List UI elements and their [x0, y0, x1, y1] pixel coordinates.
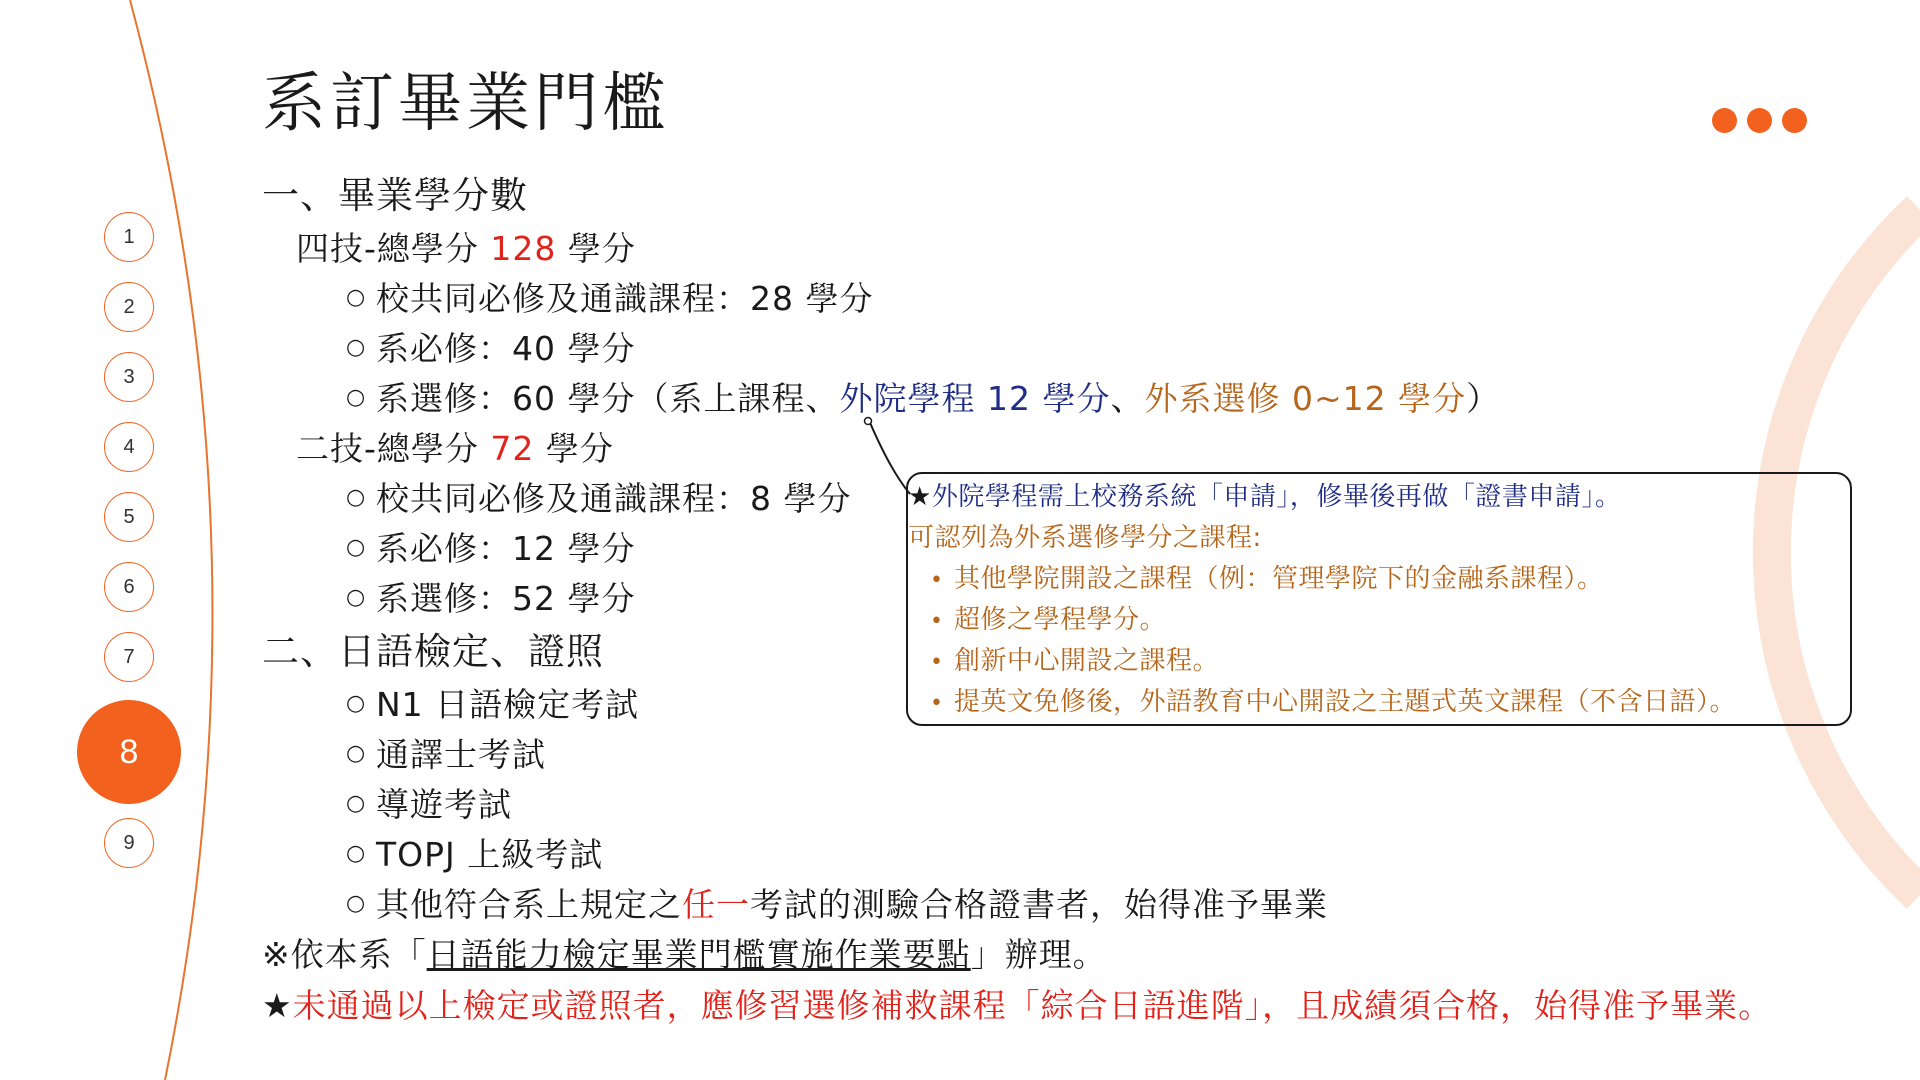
list-item: ○ 系選修：52 學分 [346, 579, 636, 618]
nav-page-6[interactable]: 6 [104, 562, 154, 612]
nav-page-7[interactable]: 7 [104, 632, 154, 682]
two-year-total: 二技-總學分 72 學分 [296, 429, 614, 468]
circle-bullet-icon: ○ [346, 384, 367, 410]
nav-page-2[interactable]: 2 [104, 282, 154, 332]
list-item: • 超修之學程學分。 [930, 603, 1166, 639]
circle-bullet-icon: ○ [346, 790, 367, 816]
circle-bullet-icon: ○ [346, 584, 367, 610]
warning-note: ★未通過以上檢定或證照者，應修習選修補救課程「綜合日語進階」，且成績須合格，始得准予畢業。 [262, 986, 1773, 1025]
section2-heading: 二、日語檢定、證照 [262, 630, 604, 673]
list-item: • 提英文免修後，外語教育中心開設之主題式英文課程（不含日語）。 [930, 685, 1736, 721]
section1-heading: 一、畢業學分數 [262, 174, 528, 217]
circle-bullet-icon: ○ [346, 740, 367, 766]
dot-icon [1712, 108, 1737, 133]
dot-icon [1782, 108, 1807, 133]
list-item: ○ 系必修：40 學分 [346, 329, 636, 368]
regulation-link[interactable]: 日語能力檢定畢業門檻實施作業要點 [426, 935, 971, 974]
list-item: ○ 校共同必修及通識課程：28 學分 [346, 279, 874, 318]
callout-connector [868, 418, 910, 494]
nav-page-5[interactable]: 5 [104, 492, 154, 542]
list-item: ○ TOPJ 上級考試 [346, 835, 604, 874]
four-year-credits: 128 [490, 229, 557, 268]
left-arc [130, 0, 212, 1080]
circle-bullet-icon: ○ [346, 890, 367, 916]
callout-box [906, 472, 1852, 726]
list-item: ○ N1 日語檢定考試 [346, 685, 640, 724]
dot-bullet-icon: • [930, 609, 944, 634]
star-icon: ★ [908, 482, 932, 512]
dot-bullet-icon: • [930, 691, 944, 716]
circle-bullet-icon: ○ [346, 284, 367, 310]
callout-line-2: 可認列為外系選修學分之課程: [908, 523, 1262, 553]
list-item: ○ 系必修：12 學分 [346, 529, 636, 568]
nav-page-4[interactable]: 4 [104, 422, 154, 472]
circle-bullet-icon: ○ [346, 334, 367, 360]
nav-page-1[interactable]: 1 [104, 212, 154, 262]
callout-line-1: ★外院學程需上校務系統「申請」，修畢後再做「證書申請」。 [908, 482, 1622, 512]
dot-icon [1747, 108, 1772, 133]
other-dept-elective: 外系選修 0~12 學分 [1144, 379, 1467, 418]
dot-bullet-icon: • [930, 568, 944, 593]
two-year-credits: 72 [490, 429, 535, 468]
more-options-icon[interactable] [1712, 108, 1807, 133]
circle-bullet-icon: ○ [346, 840, 367, 866]
list-item: ○ 其他符合系上規定之任一考試的測驗合格證書者，始得准予畢業 [346, 885, 1328, 924]
page-title: 系訂畢業門檻 [262, 67, 670, 141]
list-item: ○ 系選修：60 學分（系上課程、外院學程 12 學分、外系選修 0~12 學分） [346, 379, 1501, 418]
list-item: ○ 導遊考試 [346, 785, 512, 824]
regulation-note: ※依本系「日語能力檢定畢業門檻實施作業要點」辦理。 [262, 935, 1107, 974]
circle-bullet-icon: ○ [346, 484, 367, 510]
four-year-total: 四技-總學分 128 學分 [296, 229, 636, 268]
list-item: • 其他學院開設之課程（例：管理學院下的金融系課程）。 [930, 562, 1604, 598]
dot-bullet-icon: • [930, 650, 944, 675]
nav-page-9[interactable]: 9 [104, 818, 154, 868]
nav-page-3[interactable]: 3 [104, 352, 154, 402]
outside-college-program: 外院學程 12 學分 [839, 379, 1111, 418]
circle-bullet-icon: ○ [346, 534, 367, 560]
list-item: ○ 校共同必修及通識課程：8 學分 [346, 479, 852, 518]
nav-page-8-active[interactable]: 8 [77, 700, 181, 804]
circle-bullet-icon: ○ [346, 690, 367, 716]
list-item: • 創新中心開設之課程。 [930, 644, 1219, 680]
star-icon: ★ [262, 986, 293, 1025]
list-item: ○ 通譯士考試 [346, 735, 546, 774]
